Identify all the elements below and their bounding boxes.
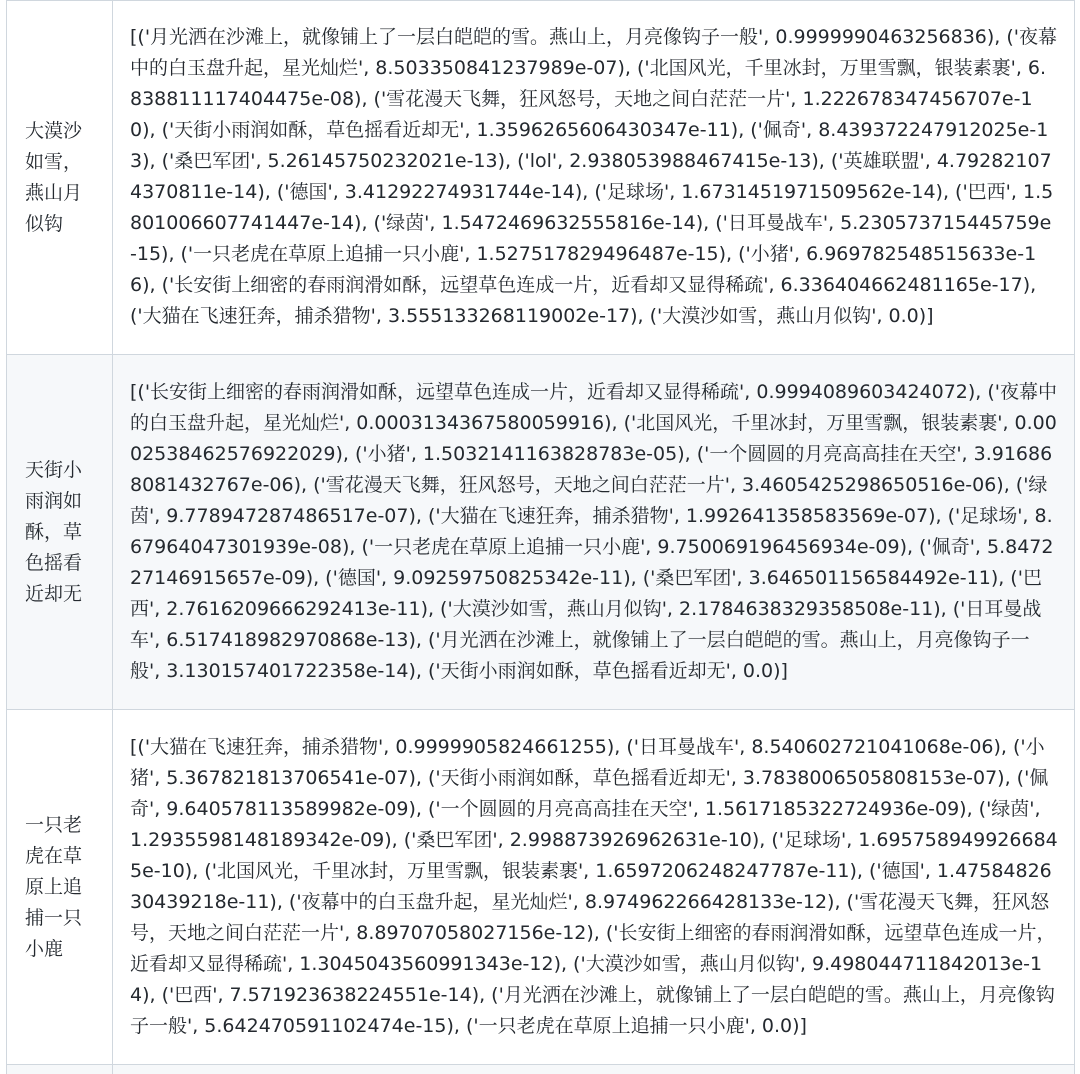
result-cell: [('长安街上细密的春雨润滑如酥，远望草色连成一片，近看却又显得稀疏', 0.9994089603424072), ('夜幕中的白玉盘升起，星光灿烂', 0.0003134367580059916), ('北国风光，千里冰封，万里雪飘，银装素裹', 0.0002538462576922029), ('小猪', 1.503214116382878​3e-05), ('一个圆圆的月亮高高挂在天空', 3.916868081432767e-06), ('雪花漫天飞舞，狂风怒号，天地之间白茫茫一片', 3.4605425298650516e-06), ('绿茵', 9.778947287486517e-07), ('大猫在飞速狂奔，捕杀猎物', 1.992641358583569e-07), ('足球场', 8.67964047301939e-08), ('一只老虎在草原上追捕一只小鹿', 9.750069196456934e-09), ('佩奇', 5.847227146915657e-09), ('德国', 9.09259750825342e-11), ('桑巴军团', 3.646501156584492e-11), ('巴西', 2.7616209666292413e-11), ('大漠沙如雪，燕山月似钩', 2.1784638329358508e-11), ('日耳曼战车', 6.517418982970868e-13), ('月光洒在沙滩上，就像铺上了一层白皑皑的雪。燕山上，月亮像钩子一般', 3.130157401722358e-14), ('天街小雨润如酥，草色摇看近却无', 0.0)]: [113, 355, 1075, 710]
table-row: [7, 1065, 1075, 1074]
query-cell: 大漠沙如雪，燕山月似钩: [7, 1, 113, 355]
query-cell: 天街小雨润如酥，草色摇看近却无: [7, 355, 113, 710]
query-cell: [7, 1065, 113, 1074]
result-cell: [('月光洒在沙滩上，就像铺上了一层白皑皑的雪。燕山上，月亮像钩子一般', 0.9999990463256836), ('夜幕中的白玉盘升起，星光灿烂', 8.503350841237989e-07), ('北国风光，千里冰封，万里雪飘，银装素裹', 6.838811117404475e-08), ('雪花漫天飞舞，狂风怒号，天地之间白茫茫一片', 1.222678347456707e-10), ('天街小雨润如酥，草色摇看近却无', 1.3596265606430347e-11), ('佩奇', 8.439372247912025e-13), ('桑巴军团', 5.26145750232021e-13), ('lol', 2.938053988467415e-13), ('英雄联盟', 4.792821074370811e-14), ('德国', 3.41292274931744e-14), ('足球场', 1.6731451971509562e-14), ('巴西', 1.5801006607741447e-14), ('绿茵', 1.5472469632555816e-14), ('日耳曼战车', 5.230573715445759e-15), ('一只老虎在草原上追捕一只小鹿', 1.527517829496487e-15), ('小猪', 6.969782548515633e-16), ('长安街上细密的春雨润滑如酥，远望草色连成一片，近看却又显得稀疏', 6.336404662481165e-17), ('大猫在飞速狂奔，捕杀猎物', 3.555133268119002e-17), ('大漠沙如雪，燕山月似钩', 0.0)]: [113, 1, 1075, 355]
query-cell: 一只老虎在草原上追捕一只小鹿: [7, 710, 113, 1065]
similarity-results-table: [6, 0, 1075, 1074]
result-cell: [113, 1065, 1075, 1074]
table-row: [7, 1, 1075, 355]
table-row: [7, 355, 1075, 710]
table-row: [7, 710, 1075, 1065]
result-cell: [('大猫在飞速狂奔，捕杀猎物', 0.9999905824661255), ('日耳曼战车', 8.540602721041068e-06), ('小猪', 5.367821813706541e-07), ('天街小雨润如酥，草色摇看近却无', 3.7838006505808153e-07), ('佩奇', 9.640578113589982e-09), ('一个圆圆的月亮高高挂在天空', 1.5617185322724936e-09), ('绿茵', 1.2935598148189342e-09), ('桑巴军团', 2.998873926962631e-10), ('足球场', 1.6957589499266845e-10), ('北国风光，千里冰封，万里雪飘，银装素裹', 1.6597206248247787e-11), ('德国', 1.4758482630439218e-11), ('夜幕中的白玉盘升起，星光灿烂', 8.974962266428133e-12), ('雪花漫天飞舞，狂风怒号，天地之间白茫茫一片', 8.89707058027156e-12), ('长安街上细密的春雨润滑如酥，远望草色连成一片，近看却又显得稀疏', 1.3045043560991343e-12), ('大漠沙如雪，燕山月似钩', 9.498044711842013e-14), ('巴西', 7.571923638224551e-14), ('月光洒在沙滩上，就像铺上了一层白皑皑的雪。燕山上，月亮像钩子一般', 5.642470591102474e-15), ('一只老虎在草原上追捕一只小鹿', 0.0)]: [113, 710, 1075, 1065]
